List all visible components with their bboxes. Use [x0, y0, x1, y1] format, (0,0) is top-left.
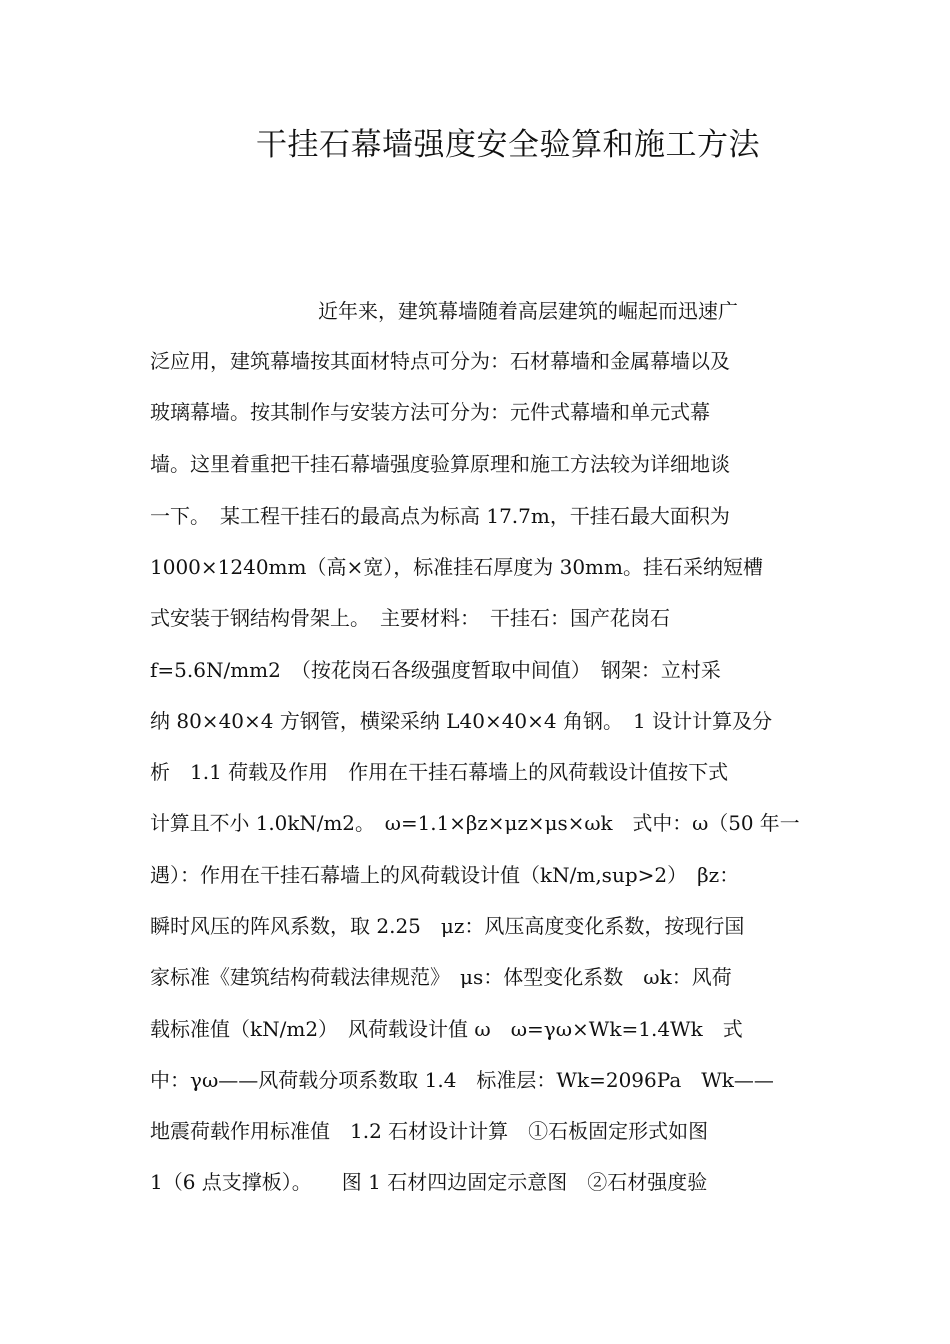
- body-line: 析 1.1 荷载及作用 作用在干挂石幕墙上的风荷载设计值按下式: [150, 760, 729, 784]
- body-line: 中：γω——风荷载分项系数取 1.4 标准层：Wk=2096Pa Wk——: [150, 1068, 774, 1092]
- body-line: 1（6 点支撑板）。 图 1 石材四边固定示意图 ②石材强度验: [150, 1170, 708, 1194]
- body-line: 式安装于钢结构骨架上。 主要材料： 干挂石：国产花岗石: [150, 606, 670, 630]
- body-line: f=5.6N/mm2 （按花岗石各级强度暂取中间值） 钢架：立村采: [150, 658, 721, 682]
- body-line: 近年来，建筑幕墙随着高层建筑的崛起而迅速广: [318, 299, 738, 323]
- body-line: 载标准值（kN/m2） 风荷载设计值 ω ω=γω×Wk=1.4Wk 式: [150, 1017, 743, 1041]
- body-line: 墙。这里着重把干挂石幕墙强度验算原理和施工方法较为详细地谈: [150, 452, 730, 476]
- document-title: 干挂石幕墙强度安全验算和施工方法: [256, 127, 760, 163]
- body-line: 一下。 某工程干挂石的最高点为标高 17.7m，干挂石最大面积为: [150, 504, 730, 528]
- body-line: 瞬时风压的阵风系数，取 2.25 μz：风压高度变化系数，按现行国: [150, 914, 745, 938]
- body-line: 家标准《建筑结构荷载法律规范》 μs：体型变化系数 ωk：风荷: [150, 965, 732, 989]
- body-line: 遇）：作用在干挂石幕墙上的风荷载设计值（kN/m,sup>2） βz：: [150, 863, 740, 887]
- body-line: 计算且不小 1.0kN/m2。 ω=1.1×βz×μz×μs×ωk 式中：ω（50 年一: [150, 811, 800, 835]
- body-line: 纳 80×40×4 方钢管，横梁采纳 L40×40×4 角钢。 1 设计计算及分: [150, 709, 773, 733]
- body-line: 玻璃幕墙。按其制作与安装方法可分为：元件式幕墙和单元式幕: [150, 400, 710, 424]
- body-line: 泛应用，建筑幕墙按其面材特点可分为：石材幕墙和金属幕墙以及: [150, 349, 730, 373]
- body-line: 1000×1240mm（高×宽），标准挂石厚度为 30mm。挂石采纳短槽: [150, 555, 763, 579]
- body-line: 地震荷载作用标准值 1.2 石材设计计算 ①石板固定形式如图: [150, 1119, 709, 1143]
